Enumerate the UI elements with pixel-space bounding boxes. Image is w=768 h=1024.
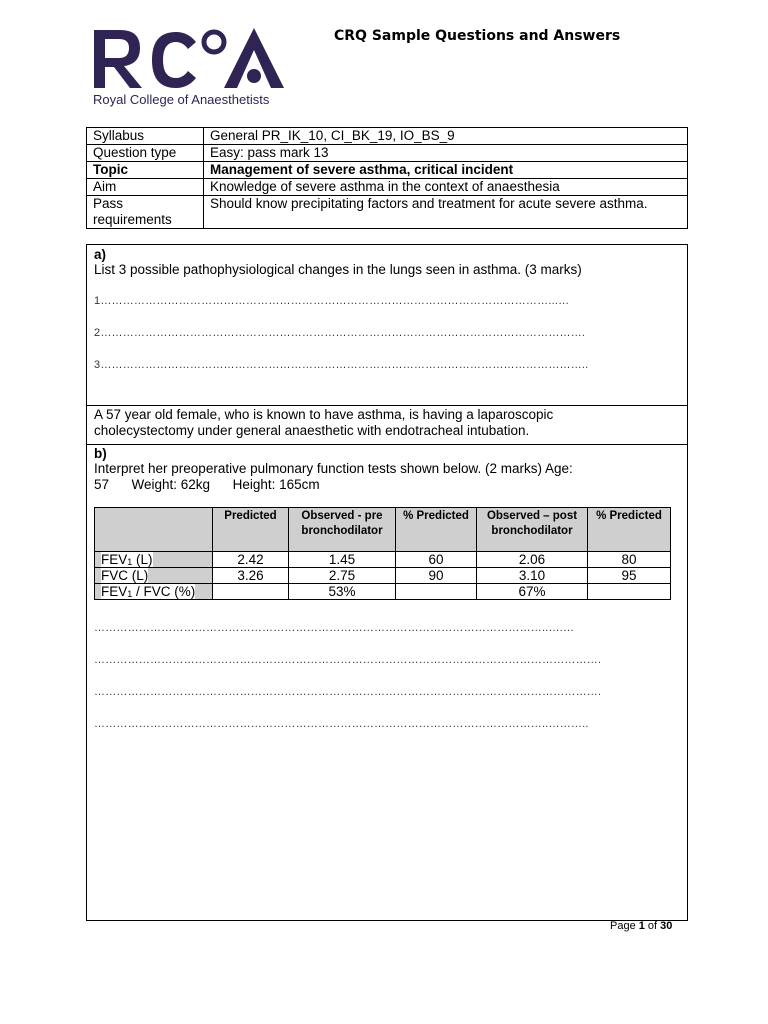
pft-cell: 67% bbox=[477, 584, 588, 600]
pft-row-fvc bbox=[95, 568, 671, 584]
pft-header-observed-post: Observed – post bronchodilator bbox=[477, 508, 588, 552]
info-key: Aim bbox=[87, 179, 204, 196]
section-divider bbox=[87, 405, 687, 406]
pft-row-label: $FEV_1$ (L) bbox=[95, 552, 213, 568]
pft-header-predicted: Predicted bbox=[213, 508, 289, 552]
pft-cell: 2.06 bbox=[477, 552, 588, 568]
pft-cell: 95 bbox=[588, 568, 671, 584]
pft-row-fev1-fvc-ratio bbox=[95, 584, 671, 600]
pft-cell: 3.26 bbox=[213, 568, 289, 584]
info-key: Syllabus bbox=[87, 128, 204, 145]
pft-cell bbox=[396, 584, 477, 600]
answer-line-3[interactable]: 3………………………………………………………………………………………………………………….. bbox=[94, 359, 589, 371]
pft-cell: 90 bbox=[396, 568, 477, 584]
page-number: Page 1 of 30 bbox=[610, 920, 673, 932]
pft-cell: 60 bbox=[396, 552, 477, 568]
pft-row-fev1 bbox=[95, 552, 671, 568]
pft-cell: 3.10 bbox=[477, 568, 588, 584]
logo-tagline: Royal College of Anaesthetists bbox=[93, 92, 270, 107]
part-a-label: a) bbox=[94, 247, 107, 262]
pft-cell bbox=[213, 584, 289, 600]
pft-cell bbox=[588, 584, 671, 600]
pft-cell: 53% bbox=[289, 584, 396, 600]
scenario-line-1: A 57 year old female, who is known to have asthma, is having a laparoscopic bbox=[94, 407, 554, 422]
info-row-pass-requirements bbox=[87, 196, 688, 229]
pft-cell: 1.45 bbox=[289, 552, 396, 568]
info-row-topic bbox=[87, 162, 688, 179]
pft-header-row bbox=[95, 508, 671, 552]
pft-cell: 80 bbox=[588, 552, 671, 568]
scenario-line-2: cholecystectomy under general anaesthetic with endotracheal intubation. bbox=[94, 423, 530, 438]
info-row-question-type bbox=[87, 145, 688, 162]
answer-line-b4[interactable]: …………………………………………………………………………………………………………..……….. bbox=[94, 718, 589, 730]
info-key: Pass requirements bbox=[87, 196, 204, 229]
pft-cell: 2.75 bbox=[289, 568, 396, 584]
answer-line-b1[interactable]: …………………………………………………………………………………………………………..….… bbox=[94, 622, 575, 634]
info-key: Topic bbox=[87, 162, 204, 179]
section-divider bbox=[87, 444, 687, 445]
info-value: Management of severe asthma, critical incident bbox=[204, 162, 688, 179]
answer-line-b2[interactable]: ………………………………………………………………………………………………………………………. bbox=[94, 654, 602, 666]
info-value: Should know precipitating factors and treatment for acute severe asthma. bbox=[204, 196, 688, 229]
answer-line-1[interactable]: 1…………………………………………………………………………………………………………...… bbox=[94, 295, 570, 307]
info-row-aim bbox=[87, 179, 688, 196]
question-box bbox=[86, 244, 688, 921]
pft-header-percent-predicted-pre: % Predicted bbox=[396, 508, 477, 552]
pft-row-label: $FEV_1$ / FVC (%) bbox=[95, 584, 213, 600]
pulmonary-function-table bbox=[94, 507, 671, 600]
document-title: CRQ Sample Questions and Answers bbox=[334, 28, 621, 44]
info-value: General PR_IK_10, CI_BK_19, IO_BS_9 bbox=[204, 128, 688, 145]
pft-header-percent-predicted-post: % Predicted bbox=[588, 508, 671, 552]
part-b-question-line-1: Interpret her preoperative pulmonary function tests shown below. (2 marks) Age: bbox=[94, 461, 573, 476]
answer-line-2[interactable]: 2…………………………………………………………………………………………………………………. bbox=[94, 327, 586, 339]
answer-line-b3[interactable]: ………………………………………………………………………………………………………………………. bbox=[94, 686, 602, 698]
info-value: Easy: pass mark 13 bbox=[204, 145, 688, 162]
pft-header-observed-pre: Observed - pre bronchodilator bbox=[289, 508, 396, 552]
info-row-syllabus bbox=[87, 128, 688, 145]
part-b-question-line-2: 57 Weight: 62kg Height: 165cm bbox=[94, 477, 320, 492]
part-a-question: List 3 possible pathophysiological changes in the lungs seen in asthma. (3 marks) bbox=[94, 262, 582, 277]
info-key: Question type bbox=[87, 145, 204, 162]
question-info-table bbox=[86, 127, 688, 229]
info-value: Knowledge of severe asthma in the context of anaesthesia bbox=[204, 179, 688, 196]
pft-header-blank bbox=[95, 508, 213, 552]
pft-cell: 2.42 bbox=[213, 552, 289, 568]
pft-row-label: FVC (L) bbox=[95, 568, 213, 584]
part-b-label: b) bbox=[94, 446, 107, 461]
